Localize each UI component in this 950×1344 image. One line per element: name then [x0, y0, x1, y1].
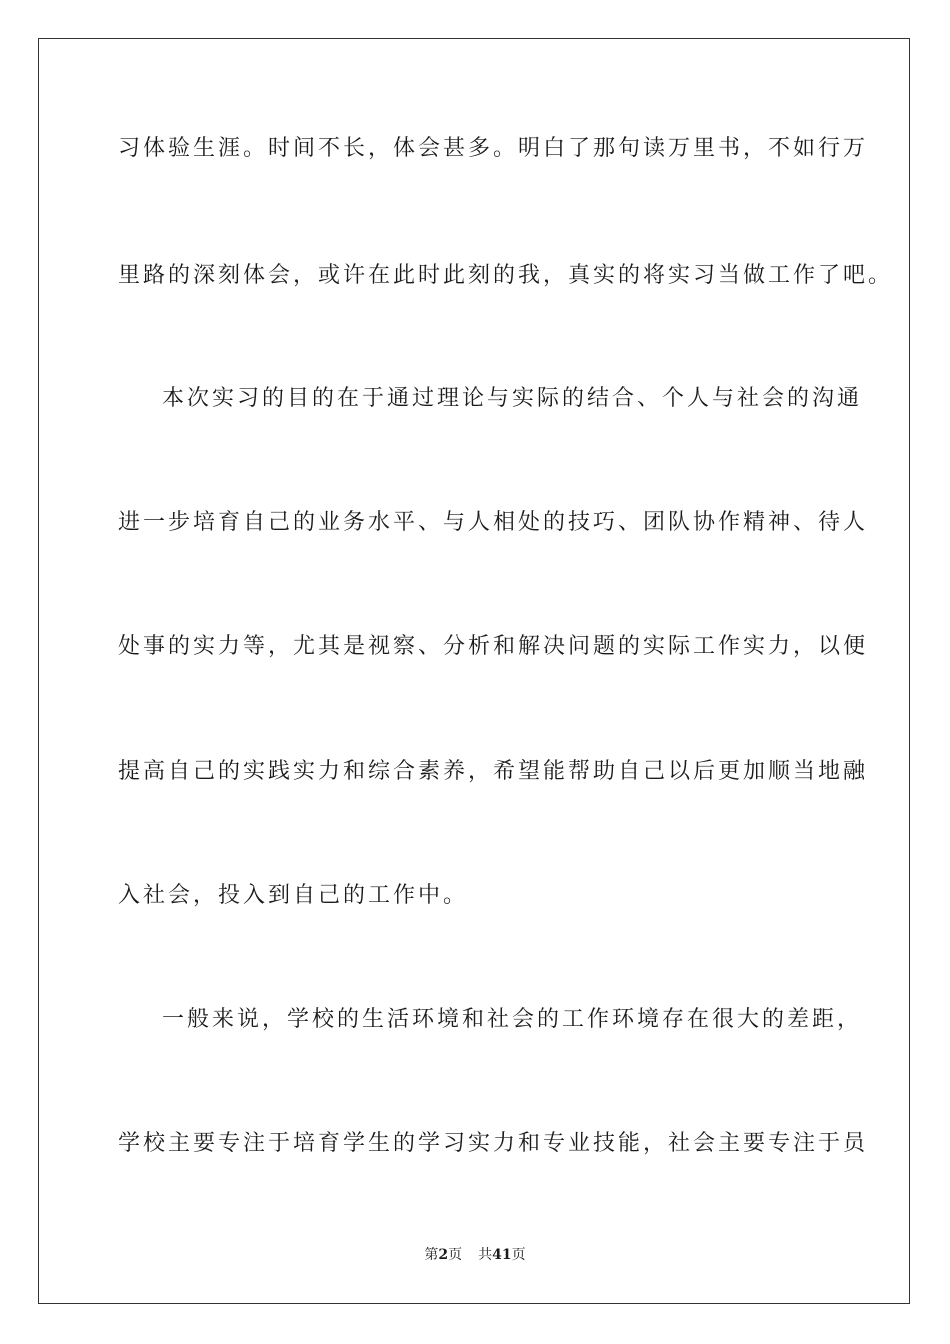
text-line: 习体验生涯。时间不长，体会甚多。明白了那句读万里书，不如行万	[118, 136, 869, 161]
text-line: 入社会，投入到自己的工作中。	[118, 883, 469, 908]
page-footer	[0, 1246, 950, 1264]
text-line: 提高自己的实践实力和综合素养，希望能帮助自己以后更加顺当地融	[118, 759, 869, 784]
page-number: 2	[438, 1247, 449, 1263]
page-border	[38, 38, 910, 1304]
paragraph-start-line: 一般来说，学校的生活环境和社会的工作环境存在很大的差距，	[162, 1007, 863, 1032]
text-line: 学校主要专注于培育学生的学习实力和专业技能，社会主要专注于员	[118, 1131, 869, 1156]
page-prefix: 第	[424, 1247, 439, 1263]
total-suffix: 页	[511, 1247, 526, 1263]
text-line: 进一步培育自己的业务水平、与人相处的技巧、团队协作精神、待人	[118, 510, 869, 535]
total-pages: 41	[492, 1247, 512, 1263]
paragraph-start-line: 本次实习的目的在于通过理论与实际的结合、个人与社会的沟通	[162, 386, 863, 411]
total-prefix: 共	[478, 1247, 493, 1263]
text-line: 里路的深刻体会，或许在此时此刻的我，真实的将实习当做工作了吧。	[118, 263, 894, 288]
page-suffix: 页	[448, 1247, 463, 1263]
text-line: 处事的实力等，尤其是视察、分析和解决问题的实际工作实力，以便	[118, 634, 869, 659]
